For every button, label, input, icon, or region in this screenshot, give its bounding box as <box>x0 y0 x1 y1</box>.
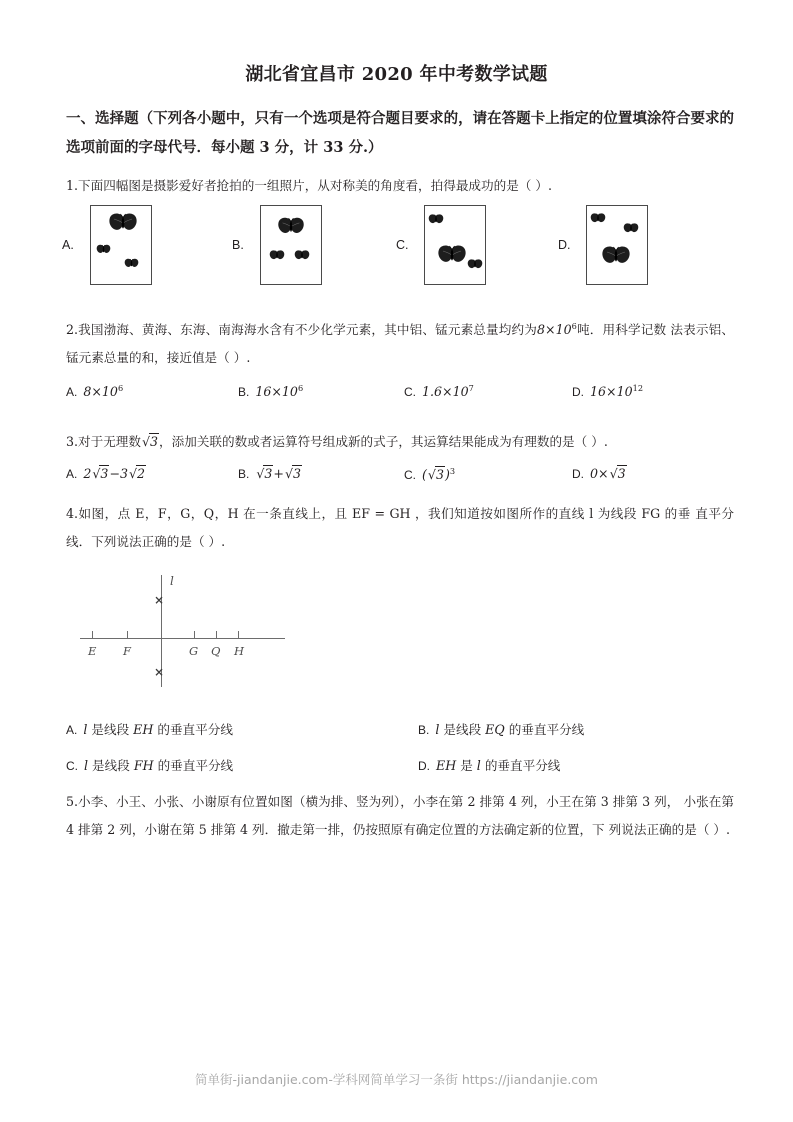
option-letter-c: C. <box>396 238 409 252</box>
butterfly-small-icon <box>590 213 606 225</box>
question-4-option-d[interactable] <box>418 755 560 774</box>
option-d-symbol: EH <box>436 758 457 773</box>
butterfly-large-icon <box>437 245 467 267</box>
option-a-exponent: 6 <box>117 383 124 393</box>
question-1-text: 1.下面四幅图是摄影爱好者抢拍的一组照片，从对称美的角度看，拍得最成功的是（ ）. <box>66 178 552 193</box>
option-c-text: 是线段 <box>88 758 134 773</box>
option-letter-a: A. <box>66 723 78 737</box>
option-a-segment: EH <box>133 722 154 737</box>
option-b-base: 16×10 <box>255 384 298 400</box>
option-c-symbol: l <box>84 758 89 773</box>
figure-horizontal-line <box>80 638 285 639</box>
point-label-g: G <box>189 644 199 658</box>
option-letter-b: B. <box>232 238 244 252</box>
option-c-post: 的垂直平分线 <box>153 758 234 773</box>
tick-g <box>194 631 195 639</box>
question-2-text <box>66 312 734 372</box>
option-d-segment: l <box>476 758 481 773</box>
butterfly-large-icon <box>601 246 631 268</box>
option-d-base: 16×10 <box>590 384 633 400</box>
butterfly-small-icon <box>294 250 310 262</box>
point-label-e: E <box>88 644 97 658</box>
option-letter-b: B. <box>418 723 430 737</box>
option-a-expression: 2√3−3√2 <box>83 466 146 481</box>
option-a-post: 的垂直平分线 <box>153 722 233 737</box>
intersection-mark-bottom: × <box>154 665 165 679</box>
question-2-line1-tail: 吨．用科学记数 <box>576 322 667 338</box>
butterfly-small-icon <box>623 223 639 235</box>
option-b-text: 是线段 <box>439 722 486 737</box>
option-c-segment: FH <box>133 758 154 773</box>
radicand: 3 <box>150 434 159 449</box>
option-letter-b: B. <box>238 385 250 400</box>
question-1-image-options <box>0 200 793 296</box>
question-5-text <box>66 788 734 844</box>
tick-f <box>127 631 128 639</box>
option-b-exponent: 6 <box>297 383 304 393</box>
option-b-symbol: l <box>435 722 440 737</box>
option-a-symbol: l <box>83 722 88 737</box>
butterfly-large-icon <box>108 213 138 235</box>
intersection-mark-top: × <box>154 593 165 607</box>
butterfly-small-icon <box>96 244 111 256</box>
question-4-option-c[interactable] <box>66 755 233 774</box>
option-c-expression: $(√3)^3$ <box>422 466 456 483</box>
photo-frame-b <box>260 205 322 285</box>
question-2-option-a[interactable] <box>66 383 123 399</box>
question-3-option-d[interactable] <box>572 466 627 481</box>
butterfly-large-icon <box>277 217 305 238</box>
line-label-l: l <box>170 574 174 588</box>
question-4-option-b[interactable] <box>418 719 584 738</box>
option-letter-c: C. <box>66 759 78 773</box>
option-letter-a: A. <box>62 238 74 252</box>
option-b-post: 的垂直平分线 <box>504 722 585 737</box>
section-heading: 一、选择题（下列各小题中，只有一个选项是符合题目要求的，请在答题卡上指定的位置填涂符合要求的选项前面的字母代号．每小题 3 分，计 33 分.） <box>66 110 734 156</box>
page-title: 湖北省宜昌市 2020 年中考数学试题 <box>245 64 548 85</box>
question-4-text <box>66 500 734 556</box>
option-letter-a: A. <box>66 385 78 400</box>
butterfly-small-icon <box>269 250 285 262</box>
question-4-figure <box>75 572 290 690</box>
option-letter-c: C. <box>404 468 416 483</box>
option-d-exponent: 12 <box>632 383 644 393</box>
option-c-base: 1.6×10 <box>422 384 469 400</box>
option-d-expression: 0×√3 <box>590 466 626 481</box>
question-3-option-c[interactable] <box>404 466 455 482</box>
question-2-option-c[interactable] <box>404 383 474 399</box>
option-d-text: 是 <box>456 758 477 773</box>
option-letter-d: D. <box>418 759 430 773</box>
point-label-f: F <box>123 644 131 658</box>
option-b-expression: √3+√3 <box>256 466 301 481</box>
photo-frame-d <box>586 205 648 285</box>
question-3-text-pre: 3.对于无理数 <box>66 434 141 449</box>
butterfly-small-icon <box>467 259 483 271</box>
option-letter-c: C. <box>404 385 416 400</box>
tick-e <box>92 631 93 639</box>
question-3-option-b[interactable] <box>238 466 302 481</box>
point-label-h: H <box>234 644 245 658</box>
tick-q <box>216 631 217 639</box>
butterfly-small-icon <box>428 214 444 226</box>
question-3-option-a[interactable] <box>66 466 146 481</box>
question-3-text-post: ，添加关联的数或者运算符号组成新的式子，其运算结果能成为有理数的是（ ）. <box>159 434 608 449</box>
option-a-text: 是线段 <box>87 722 134 737</box>
question-4-line1: 4.如图，点 E，F，G，Q，H 在一条直线上，且 EF = GH ，我们知道按如图所作的直线 l 为线段 FG 的垂 <box>66 506 691 521</box>
question-5-line1: 5.小李、小王、小张、小谢原有位置如图（横为排、竖为列），小李在第 2 排第 4 列，小王在第 3 排第 3 列， <box>66 794 680 809</box>
footer-watermark: 简单街-jiandanjie.com-学科网简单学习一条街 https://jiandanjie.com <box>194 1072 598 1087</box>
photo-frame-c <box>424 205 486 285</box>
question-5-line2: 小张在第 4 排第 2 列，小谢在第 5 排第 4 列．撤走第一排，仍按照原有确定位置的方法确定新的位置，下 <box>66 794 734 837</box>
tick-h <box>238 631 239 639</box>
option-a-base: 8×10 <box>83 384 118 400</box>
sqrt-3-inline: √3 <box>142 434 159 449</box>
photo-frame-a <box>90 205 152 285</box>
question-2-inline-math: $8\times 10^6$ <box>537 321 577 338</box>
option-letter-d: D. <box>558 238 571 252</box>
option-c-exponent: 7 <box>468 383 474 393</box>
question-2-option-b[interactable] <box>238 383 303 399</box>
question-2-option-d[interactable] <box>572 383 643 399</box>
option-letter-d: D. <box>572 385 584 400</box>
question-2-line1-head: 2.我国渤海、黄海、东海、南海海水含有不少化学元素，其中铝、锰元素总量均约为 <box>66 322 538 338</box>
option-d-post: 的垂直平分线 <box>480 758 561 773</box>
question-4-line2: 直平分线．下列说法正确的是（ ）. <box>66 506 734 549</box>
butterfly-small-icon <box>124 258 139 270</box>
question-4-option-a[interactable] <box>66 719 233 738</box>
point-label-q: Q <box>211 644 221 658</box>
option-letter-b: B. <box>238 467 250 481</box>
option-b-segment: EQ <box>485 722 505 737</box>
option-letter-a: A. <box>66 467 78 481</box>
question-3-text <box>66 428 734 456</box>
option-letter-d: D. <box>572 467 584 481</box>
question-2-line2: 法表示铝、锰元素总量的和，接近值是（ ）. <box>66 322 734 366</box>
question-5-line3: 列说法正确的是（ ）. <box>608 822 731 837</box>
